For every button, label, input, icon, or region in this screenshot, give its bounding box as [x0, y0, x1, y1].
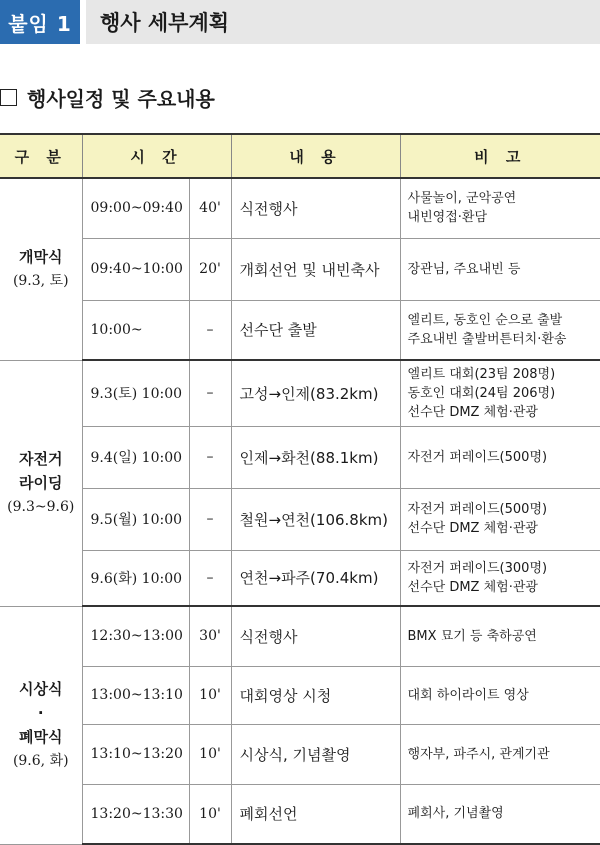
note-line: 행자부, 파주시, 관계기관	[407, 746, 550, 762]
note-line: 대회 하이라이트 영상	[407, 687, 529, 703]
content-cell: 폐회선언	[231, 784, 400, 844]
column-header-content: 내 용	[231, 134, 400, 178]
category-date: (9.3, 토)	[12, 273, 69, 290]
category-cell	[0, 178, 82, 360]
table-row	[0, 488, 600, 550]
table-row	[0, 606, 600, 666]
category-label: 자전거	[19, 450, 63, 468]
time-cell: 9.3(토) 10:00	[82, 360, 189, 426]
note-line: 선수단 DMZ 체험·관광	[407, 579, 538, 595]
note-line: 엘리트, 동호인 순으로 출발	[407, 312, 563, 328]
note-line: 자전거 퍼레이드(500명)	[407, 502, 548, 517]
content-cell: 연천→파주(70.4km)	[231, 550, 400, 606]
note-line: 자전거 퍼레이드(300명)	[407, 560, 548, 576]
column-header-note: 비 고	[400, 134, 600, 178]
category-cell	[0, 360, 82, 606]
document-title: 행사 세부계획	[86, 0, 600, 44]
time-cell: 10:00~	[82, 300, 189, 360]
content-cell: 철원→연천(106.8km)	[231, 488, 400, 550]
content-cell: 식전행사	[231, 178, 400, 238]
time-cell: 9.4(일) 10:00	[82, 426, 189, 488]
note-line: 선수단 DMZ 체험·관광	[407, 521, 538, 536]
category-cell	[0, 606, 82, 844]
note-line: 동호인 대회(24팀 206명)	[407, 385, 556, 401]
table-row	[0, 724, 600, 784]
table-row	[0, 178, 600, 238]
note-line: BMX 묘기 등 축하공연	[407, 628, 537, 644]
note-line: 엘리트 대회(23팀 208명)	[407, 366, 556, 382]
time-cell: 13:00~13:10	[82, 666, 189, 724]
category-separator: ·	[37, 704, 44, 722]
duration-cell: 10'	[189, 724, 231, 784]
table-row	[0, 360, 600, 426]
note-line: 내빈영접·환담	[407, 210, 487, 226]
category-label: 개막식	[19, 248, 63, 267]
table-row	[0, 300, 600, 360]
note-line: 사물놀이, 군악공연	[407, 191, 517, 207]
category-date: (9.3~9.6)	[7, 499, 75, 515]
category-label-2: 라이딩	[19, 474, 63, 492]
section-heading	[0, 82, 215, 112]
note-cell	[400, 606, 600, 666]
note-line: 장관님, 주요내빈 등	[407, 261, 521, 277]
content-cell: 대회영상 시청	[231, 666, 400, 724]
content-cell: 개회선언 및 내빈축사	[231, 238, 400, 300]
note-cell	[400, 724, 600, 784]
content-cell: 고성→인제(83.2km)	[231, 360, 400, 426]
attachment-badge: 붙임 1	[0, 0, 80, 44]
category-label-2: 폐막식	[19, 728, 63, 746]
schedule-body	[0, 178, 600, 844]
note-cell	[400, 426, 600, 488]
category-date: (9.6, 화)	[12, 753, 69, 769]
note-cell	[400, 238, 600, 300]
duration-cell: 10'	[189, 666, 231, 724]
note-cell	[400, 360, 600, 426]
duration-cell: –	[189, 300, 231, 360]
time-cell: 09:00~09:40	[82, 178, 189, 238]
time-cell: 13:10~13:20	[82, 724, 189, 784]
note-line: 자전거 퍼레이드(500명)	[407, 449, 548, 465]
note-cell	[400, 300, 600, 360]
duration-cell: 40'	[189, 178, 231, 238]
time-cell: 09:40~10:00	[82, 238, 189, 300]
note-cell	[400, 666, 600, 724]
section-title: 행사일정 및 주요내용	[27, 86, 215, 111]
table-row	[0, 784, 600, 844]
document-header	[0, 0, 600, 44]
content-cell: 인제→화천(88.1km)	[231, 426, 400, 488]
note-cell	[400, 550, 600, 606]
duration-cell: –	[189, 360, 231, 426]
note-cell	[400, 178, 600, 238]
table-row	[0, 426, 600, 488]
duration-cell: –	[189, 488, 231, 550]
table-row	[0, 666, 600, 724]
column-header-category: 구 분	[0, 134, 82, 178]
column-header-time: 시 간	[82, 134, 231, 178]
duration-cell: –	[189, 550, 231, 606]
content-cell: 선수단 출발	[231, 300, 400, 360]
table-row	[0, 238, 600, 300]
time-cell: 9.5(월) 10:00	[82, 488, 189, 550]
note-line: 선수단 DMZ 체험·관광	[407, 404, 538, 420]
duration-cell: 20'	[189, 238, 231, 300]
time-cell: 12:30~13:00	[82, 606, 189, 666]
duration-cell: –	[189, 426, 231, 488]
category-label: 시상식	[19, 680, 63, 698]
table-row	[0, 550, 600, 606]
table-header-row	[0, 134, 600, 178]
content-cell: 시상식, 기념촬영	[231, 724, 400, 784]
schedule-table	[0, 133, 600, 845]
note-cell	[400, 488, 600, 550]
note-line: 폐회사, 기념촬영	[407, 806, 504, 822]
time-cell: 9.6(화) 10:00	[82, 550, 189, 606]
duration-cell: 10'	[189, 784, 231, 844]
note-line: 주요내빈 출발버튼터치·환송	[407, 331, 567, 347]
square-bullet-icon	[0, 89, 17, 106]
duration-cell: 30'	[189, 606, 231, 666]
content-cell: 식전행사	[231, 606, 400, 666]
time-cell: 13:20~13:30	[82, 784, 189, 844]
note-cell	[400, 784, 600, 844]
